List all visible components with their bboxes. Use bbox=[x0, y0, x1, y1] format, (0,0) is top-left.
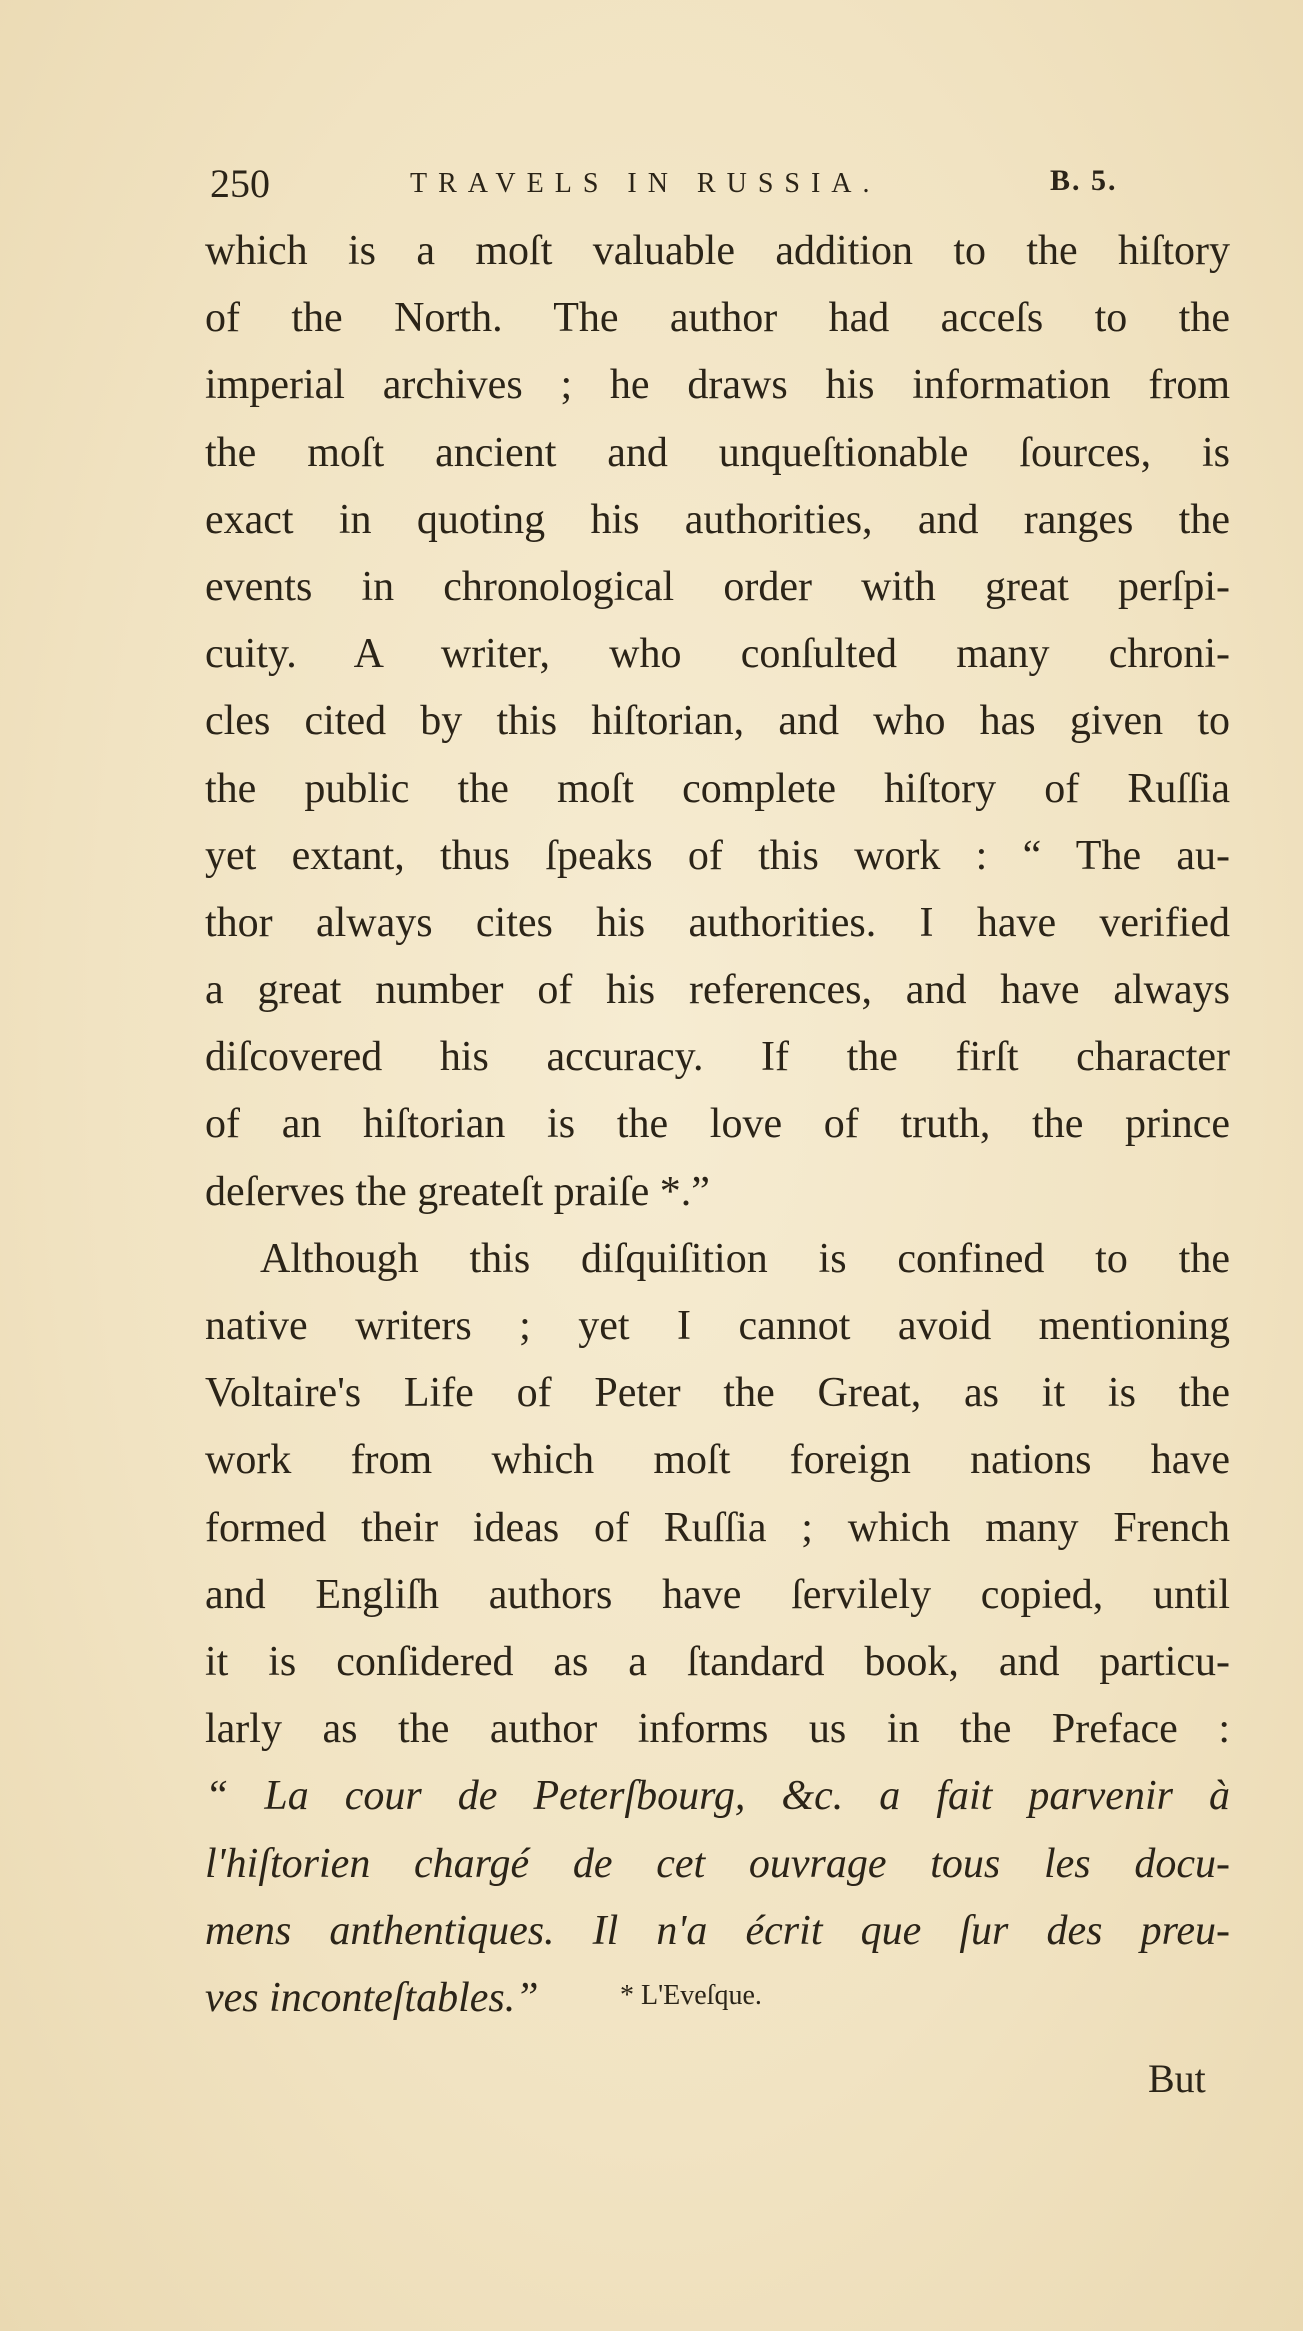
running-title: TRAVELS IN RUSSIA. bbox=[410, 168, 881, 199]
page-header bbox=[210, 160, 1270, 220]
text-line: of an hiſtorian is the love of truth, the prince bbox=[205, 1101, 1230, 1148]
text-line: exact in quoting his authorities, and ranges the bbox=[205, 496, 1230, 543]
text-line: deſerves the greateſt praiſe *.” bbox=[205, 1168, 710, 1215]
text-line: the moſt ancient and unqueſtionable ſources, is bbox=[205, 429, 1230, 476]
page-number: 250 bbox=[210, 161, 270, 206]
text-line: cuity. A writer, who conſulted many chroni- bbox=[205, 631, 1230, 678]
text-line: the public the moſt complete hiſtory of Ruſſia bbox=[205, 765, 1230, 812]
text-line: “ La cour de Peterſbourg, &c. a fait parvenir à bbox=[205, 1773, 1230, 1820]
text-line: formed their ideas of Ruſſia ; which many French bbox=[205, 1504, 1230, 1551]
catchword: But bbox=[1148, 2056, 1206, 2101]
text-line: of the North. The author had acceſs to the bbox=[205, 295, 1230, 342]
text-line: mens anthentiques. Il n'a écrit que ſur des preu- bbox=[205, 1907, 1230, 1954]
text-line: cles cited by this hiſtorian, and who has given to bbox=[205, 698, 1230, 745]
text-line: which is a moſt valuable addition to the hiſtory bbox=[205, 228, 1230, 274]
text-line: Voltaire's Life of Peter the Great, as it is the bbox=[205, 1370, 1230, 1417]
text-line: a great number of his references, and have always bbox=[205, 967, 1230, 1014]
body-text bbox=[205, 218, 1230, 2032]
text-line: ves inconteſtables.” bbox=[205, 1974, 539, 2021]
text-line: Although this diſquiſition is confined to the bbox=[260, 1235, 1230, 1282]
text-line: larly as the author informs us in the Preface : bbox=[205, 1706, 1230, 1753]
text-line: it is conſidered as a ſtandard book, and particu- bbox=[205, 1638, 1230, 1685]
text-line: native writers ; yet I cannot avoid mentioning bbox=[205, 1303, 1230, 1349]
text-line: and Engliſh authors have ſervilely copied, until bbox=[205, 1571, 1230, 1618]
book-reference: B. 5. bbox=[1050, 164, 1118, 197]
text-line: imperial archives ; he draws his information from bbox=[205, 362, 1230, 409]
text-line: work from which moſt foreign nations have bbox=[205, 1437, 1230, 1484]
text-line: yet extant, thus ſpeaks of this work : “ The au- bbox=[205, 832, 1230, 879]
footnote: * L'Eveſque. bbox=[620, 1980, 762, 2011]
text-line: l'hiſtorien chargé de cet ouvrage tous les docu- bbox=[205, 1840, 1230, 1887]
text-line: events in chronological order with great perſpi- bbox=[205, 563, 1230, 610]
text-line: thor always cites his authorities. I have verified bbox=[205, 899, 1230, 946]
text-line: diſcovered his accuracy. If the firſt character bbox=[205, 1034, 1230, 1081]
